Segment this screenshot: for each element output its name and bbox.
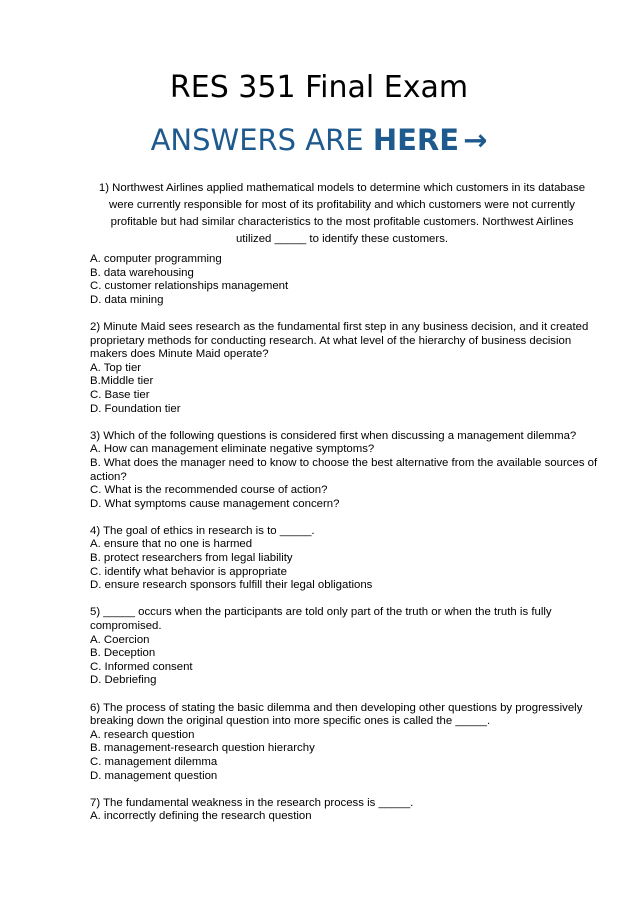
question-3 [90,430,602,512]
question-text: 4) The goal of ethics in research is to _____. [90,524,315,537]
arrow-right-icon: → [463,123,488,157]
option: D. Debriefing [90,674,157,687]
option: B. protect researchers from legal liability [90,552,293,565]
option: B. data warehousing [90,266,194,279]
option: C. management dilemma [90,755,218,768]
question-text: 5) _____ occurs when the participants are told only part of the truth or when the truth is fully compromised. [90,606,552,633]
option: A. computer programming [90,253,222,265]
option: C. Base tier [90,388,150,401]
option: B. Deception [90,647,156,660]
question-4 [90,525,602,593]
option: B. management-research question hierarchy [90,742,315,755]
option: D. management question [90,769,218,782]
answers-link-text: ANSWERS ARE [150,123,373,157]
question-5 [90,606,602,688]
option: C. What is the recommended course of action? [90,484,328,497]
question-7 [90,797,602,824]
question-2 [90,321,602,416]
option: B. What does the manager need to know to choose the best alternative from the available sources of action? [90,456,598,483]
option: D. ensure research sponsors fulfill their legal obligations [90,579,373,592]
answers-link-bold: HERE [372,123,460,157]
option: C. Informed consent [90,660,193,673]
option: A. ensure that no one is harmed [90,538,253,551]
questions-list [90,253,602,838]
question-6 [90,702,602,784]
question-1-text: 1) Northwest Airlines applied mathematical models to determine which customers in its database were currently responsible for most of its profitability and which customers were not currently profitable but had similar characteristics to the most profitable customers. Northwest Airlines utilized _____ to identify these customers. [98,182,586,245]
option: C. identify what behavior is appropriate [90,565,287,578]
question-text: 7) The fundamental weakness in the research process is _____. [90,796,414,809]
option: A. How can management eliminate negative symptoms? [90,443,375,456]
option: D. What symptoms cause management concern? [90,497,340,510]
question-text: 2) Minute Maid sees research as the fundamental first step in any business decision, and it created proprietary methods for conducting research. At what level of the hierarchy of business decision makers does Minute Maid operate? [90,320,589,361]
option: C. customer relationships management [90,280,289,293]
option: B.Middle tier [90,375,154,388]
option: D. data mining [90,293,164,306]
option: D. Foundation tier [90,402,181,415]
question-text: 3) Which of the following questions is considered first when discussing a management dilemma? [90,429,577,442]
answers-link[interactable] [0,118,638,162]
option: A. Coercion [90,633,150,646]
question-1-options [90,253,602,307]
option: A. incorrectly defining the research question [90,810,312,823]
option: A. Top tier [90,361,142,374]
question-text: 6) The process of stating the basic dilemma and then developing other questions by progressively breaking down the original question into more specific ones is called the _____. [90,701,583,728]
page-title: RES 351 Final Exam [169,70,469,105]
option: A. research question [90,728,195,741]
